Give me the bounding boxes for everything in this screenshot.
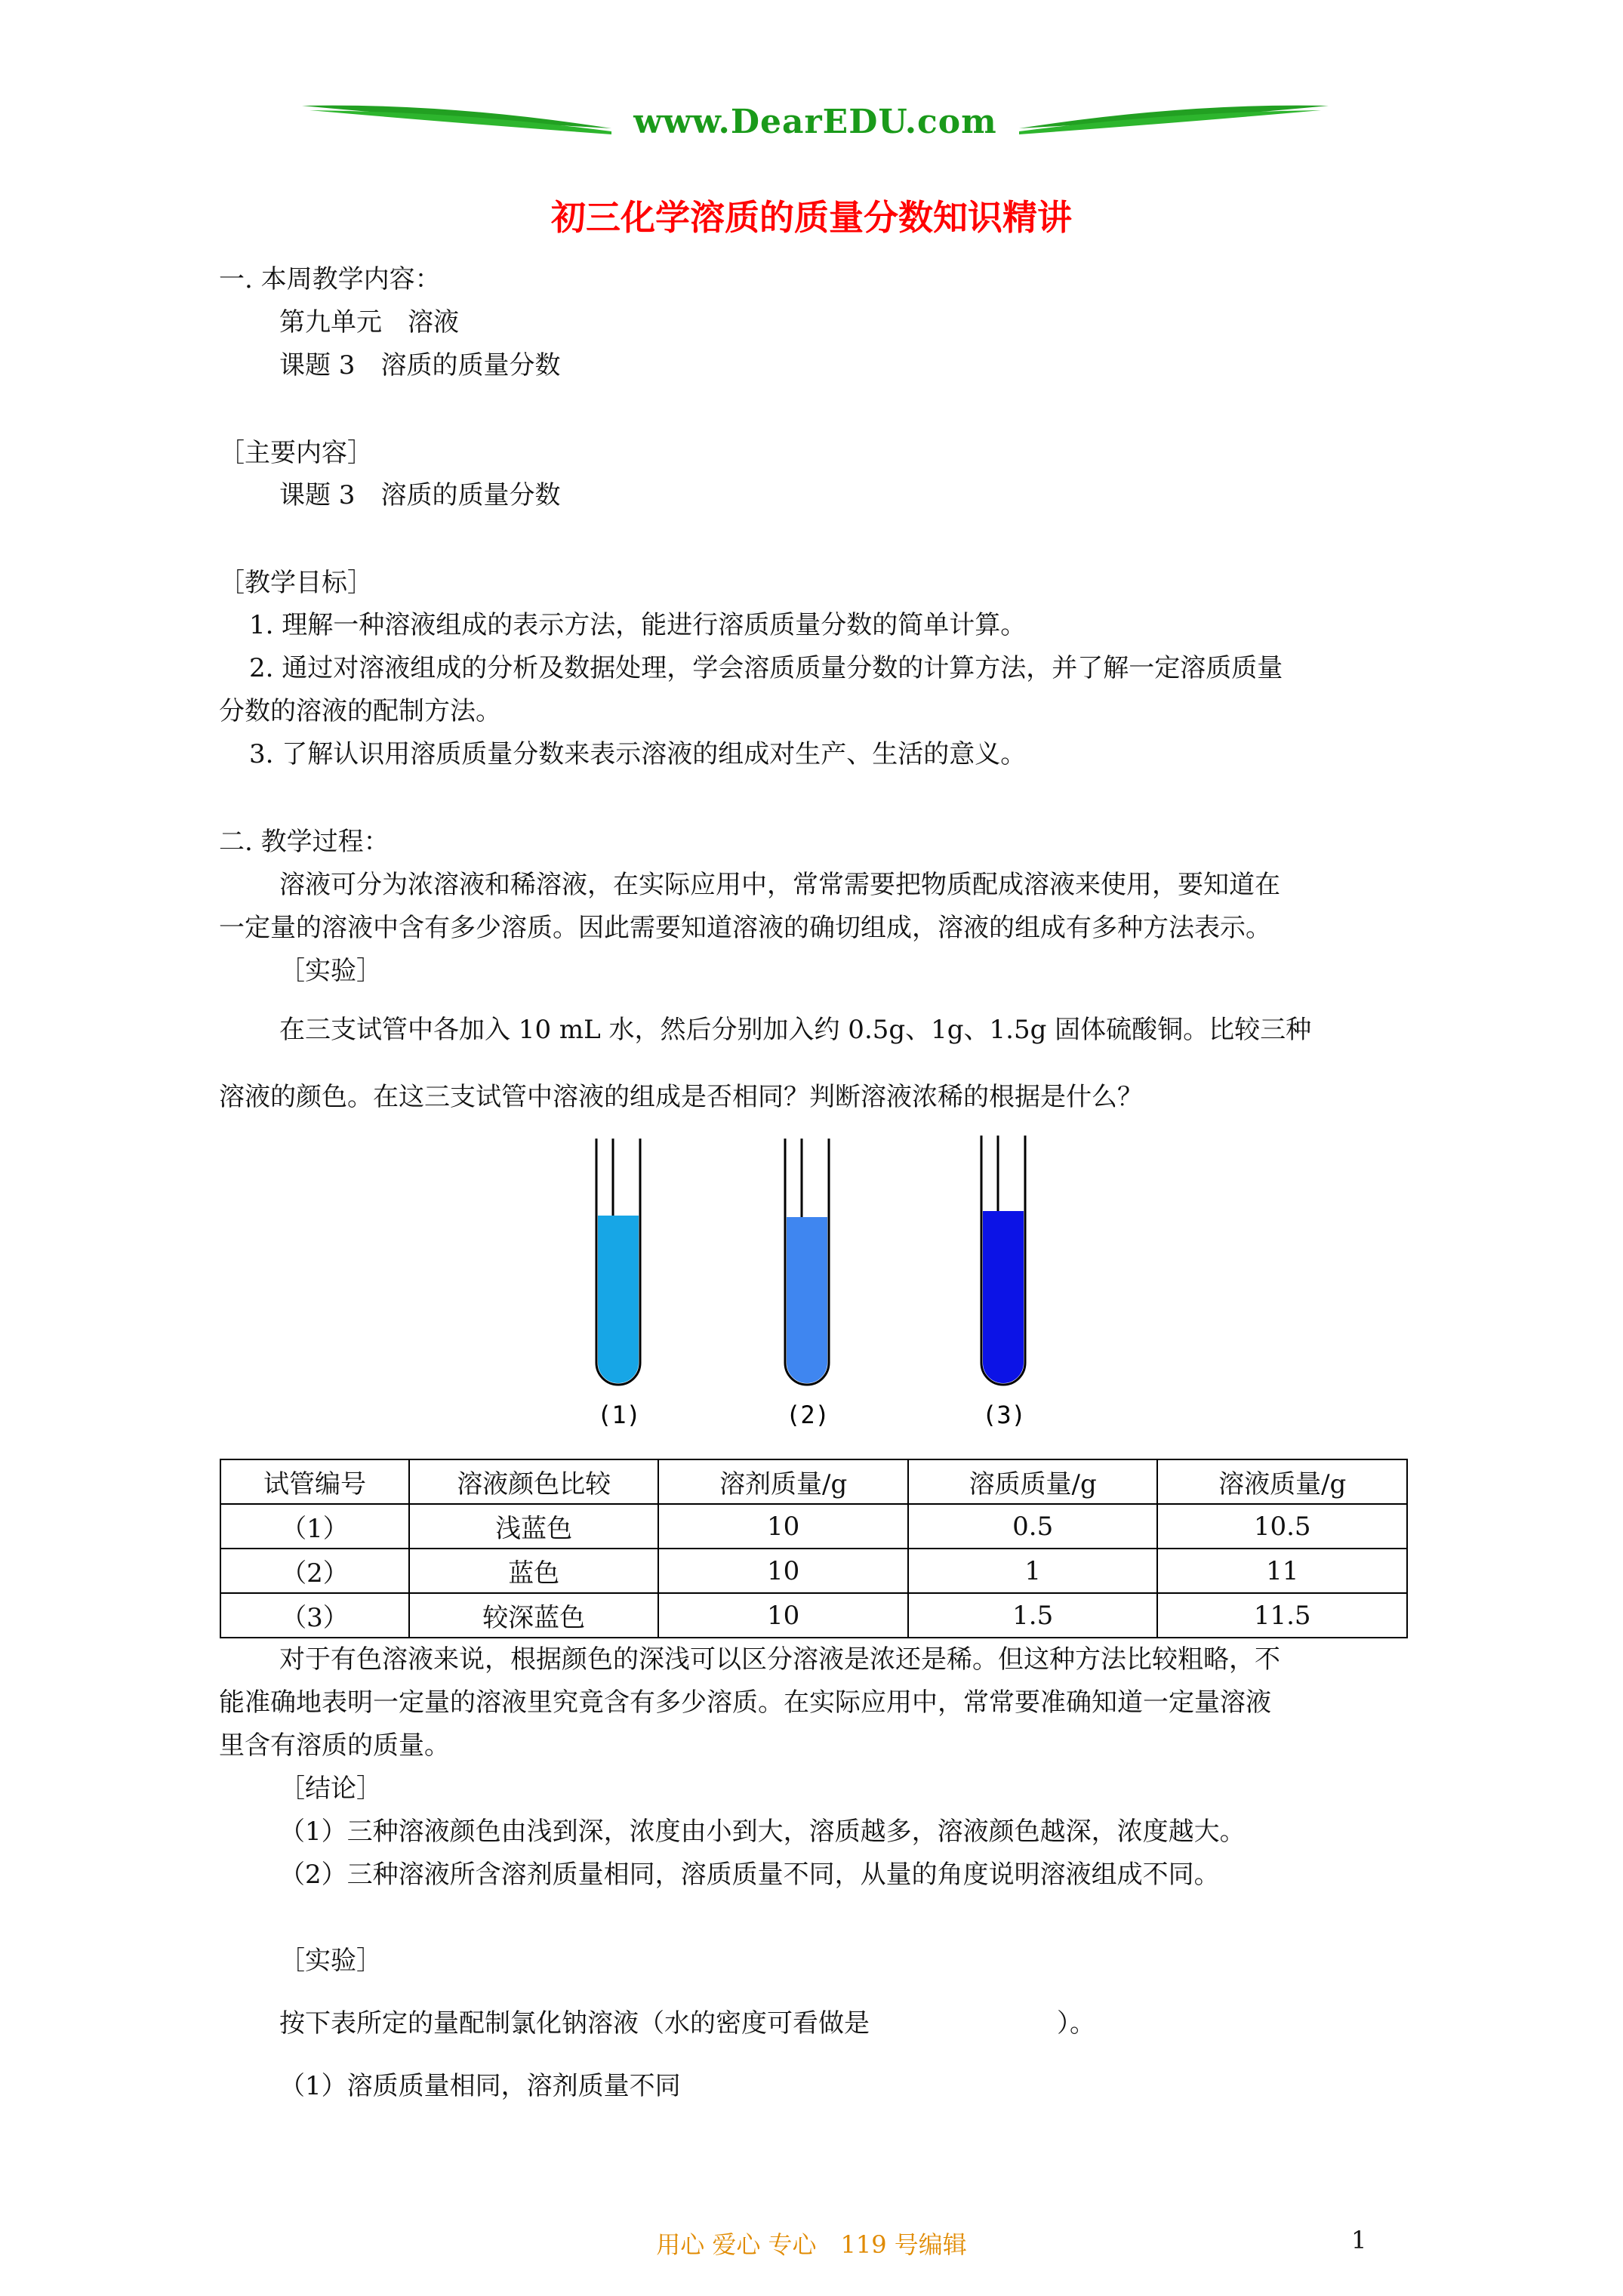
table-cell: 较深蓝色 bbox=[409, 1593, 659, 1638]
test-tube-2 bbox=[785, 1139, 829, 1385]
analysis-line2: 能准确地表明一定量的溶液里究竟含有多少溶质。在实际应用中，常常要准确知道一定量溶液 bbox=[219, 1687, 1271, 1718]
table-cell: 11 bbox=[1157, 1549, 1407, 1593]
table-cell: 0.5 bbox=[908, 1504, 1158, 1549]
objective-2-line2: 分数的溶液的配制方法。 bbox=[219, 696, 501, 726]
table-row bbox=[220, 1549, 1407, 1593]
main-content-heading: ［主要内容］ bbox=[219, 438, 373, 468]
section1-heading: 一. 本周教学内容： bbox=[219, 264, 441, 294]
conclusion-2: （2）三种溶液所含溶剂质量相同，溶质质量不同，从量的角度说明溶液组成不同。 bbox=[279, 1860, 1220, 1890]
table-cell: （3） bbox=[220, 1593, 409, 1638]
tube-label-3: (3) bbox=[982, 1401, 1026, 1429]
table-cell: （2） bbox=[220, 1549, 409, 1593]
section2-para-line1: 溶液可分为浓溶液和稀溶液，在实际应用中，常常需要把物质配成溶液来使用，要知道在 bbox=[279, 870, 1280, 900]
table-header-row bbox=[220, 1459, 1407, 1504]
site-name[interactable]: www.DearEDU.com bbox=[633, 103, 997, 141]
table-header-cell: 溶剂质量/g bbox=[658, 1459, 908, 1504]
objective-1: 1. 理解一种溶液组成的表示方法，能进行溶质质量分数的简单计算。 bbox=[249, 610, 1027, 640]
section1-unit: 第九单元 溶液 bbox=[279, 307, 459, 337]
table-header-cell: 溶液颜色比较 bbox=[409, 1459, 659, 1504]
experiment2-text: 按下表所定的量配制氯化钠溶液（水的密度可看做是 bbox=[279, 2008, 870, 2039]
table-cell: 1.5 bbox=[908, 1593, 1158, 1638]
experiment2-sub1: （1）溶质质量相同，溶剂质量不同 bbox=[279, 2071, 681, 2101]
table-header-cell: 溶液质量/g bbox=[1157, 1459, 1407, 1504]
table-cell: （1） bbox=[220, 1504, 409, 1549]
table-row bbox=[220, 1593, 1407, 1638]
main-content-topic: 课题 3 溶质的质量分数 bbox=[279, 480, 561, 510]
experiment-line2: 溶液的颜色。在这三支试管中溶液的组成是否相同？判断溶液浓稀的根据是什么？ bbox=[219, 1082, 1143, 1112]
results-table bbox=[220, 1459, 1408, 1638]
site-banner bbox=[294, 89, 1336, 149]
experiment2-text-end: ）。 bbox=[1057, 2008, 1095, 2039]
table-cell: 11.5 bbox=[1157, 1593, 1407, 1638]
analysis-line1: 对于有色溶液来说，根据颜色的深浅可以区分溶液是浓还是稀。但这种方法比较粗略，不 bbox=[279, 1644, 1280, 1675]
tube-label-2: (2) bbox=[786, 1401, 830, 1429]
experiment-line1: 在三支试管中各加入 10 mL 水，然后分别加入约 0.5g、1g、1.5g 固体硫酸铜。比较三种 bbox=[279, 1015, 1312, 1045]
objective-3: 3. 了解认识用溶质质量分数来表示溶液的组成对生产、生活的意义。 bbox=[249, 739, 1027, 769]
conclusion-heading: ［结论］ bbox=[279, 1774, 382, 1804]
experiment-heading: ［实验］ bbox=[279, 956, 382, 986]
section2-heading: 二. 教学过程： bbox=[219, 827, 390, 857]
table-cell: 10 bbox=[658, 1504, 908, 1549]
table-cell: 蓝色 bbox=[409, 1549, 659, 1593]
test-tubes-figure bbox=[574, 1133, 1072, 1435]
test-tube-1 bbox=[596, 1139, 640, 1385]
table-cell: 10.5 bbox=[1157, 1504, 1407, 1549]
table-header-cell: 试管编号 bbox=[220, 1459, 409, 1504]
table-cell: 10 bbox=[658, 1593, 908, 1638]
conclusion-1: （1）三种溶液颜色由浅到深，浓度由小到大，溶质越多，溶液颜色越深，浓度越大。 bbox=[279, 1817, 1246, 1847]
page-number: 1 bbox=[1351, 2226, 1367, 2254]
test-tube-3 bbox=[981, 1136, 1025, 1385]
analysis-line3: 里含有溶质的质量。 bbox=[219, 1730, 450, 1761]
table-row bbox=[220, 1504, 1407, 1549]
footer-text: 用心 爱心 专心 119 号编辑 bbox=[656, 2230, 967, 2259]
objectives-heading: ［教学目标］ bbox=[219, 568, 373, 598]
section1-topic: 课题 3 溶质的质量分数 bbox=[279, 350, 561, 381]
table-cell: 浅蓝色 bbox=[409, 1504, 659, 1549]
page-title: 初三化学溶质的质量分数知识精讲 bbox=[551, 197, 1072, 238]
objective-2-line1: 2. 通过对溶液组成的分析及数据处理，学会溶质质量分数的计算方法，并了解一定溶质质量 bbox=[249, 653, 1283, 683]
experiment2-heading: ［实验］ bbox=[279, 1946, 382, 1976]
table-cell: 10 bbox=[658, 1549, 908, 1593]
section2-para-line2: 一定量的溶液中含有多少溶质。因此需要知道溶液的确切组成，溶液的组成有多种方法表示。 bbox=[219, 913, 1271, 943]
table-cell: 1 bbox=[908, 1549, 1158, 1593]
table-header-cell: 溶质质量/g bbox=[908, 1459, 1158, 1504]
tube-label-1: (1) bbox=[597, 1401, 641, 1429]
